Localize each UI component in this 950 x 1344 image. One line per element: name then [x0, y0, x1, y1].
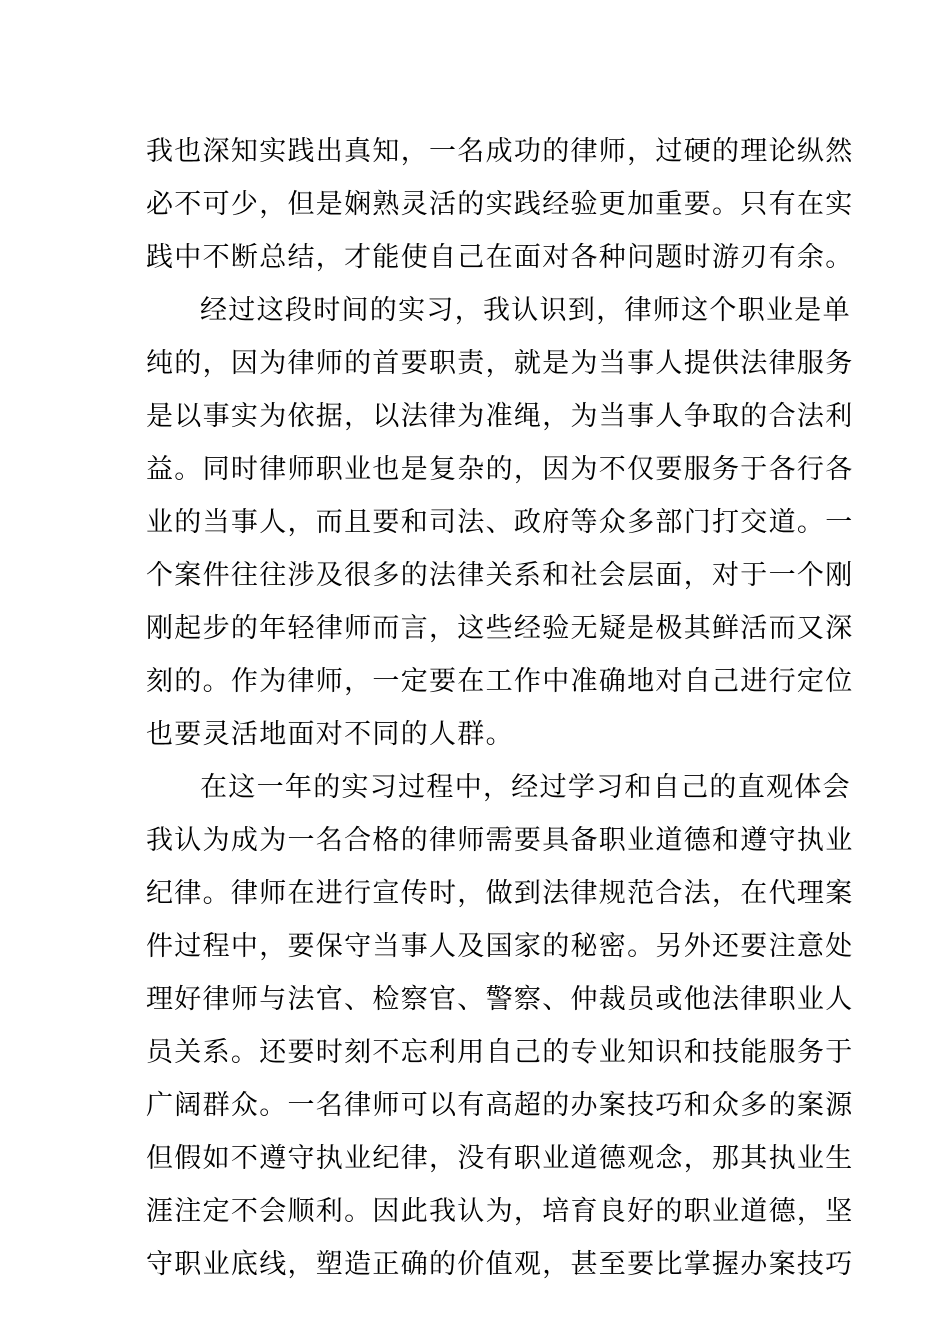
text-line: 涯注定不会顺利。因此我认为，培育良好的职业道德，坚 — [146, 1196, 854, 1227]
text-line: 我也深知实践出真知，一名成功的律师，过硬的理论纵然 — [146, 136, 854, 167]
text-line: 但假如不遵守执业纪律，没有职业道德观念，那其执业生 — [146, 1143, 854, 1174]
text-line: 刻的。作为律师，一定要在工作中准确地对自己进行定位 — [146, 666, 854, 697]
text-line: 益。同时律师职业也是复杂的，因为不仅要服务于各行各 — [146, 454, 854, 485]
text-line: 员关系。还要时刻不忘利用自己的专业知识和技能服务于 — [146, 1037, 854, 1068]
text-line: 件过程中，要保守当事人及国家的秘密。另外还要注意处 — [146, 931, 854, 962]
text-line: 守职业底线，塑造正确的价值观，甚至要比掌握办案技巧 — [146, 1249, 854, 1280]
paragraph-start-line: 经过这段时间的实习，我认识到，律师这个职业是单 — [200, 295, 851, 326]
body-text — [146, 125, 854, 1291]
text-line: 纪律。律师在进行宣传时，做到法律规范合法，在代理案 — [146, 878, 854, 909]
text-line: 也要灵活地面对不同的人群。 — [146, 719, 514, 750]
text-line: 必不可少，但是娴熟灵活的实践经验更加重要。只有在实 — [146, 189, 854, 220]
text-line: 是以事实为依据，以法律为准绳，为当事人争取的合法利 — [146, 401, 854, 432]
text-line: 纯的，因为律师的首要职责，就是为当事人提供法律服务 — [146, 348, 854, 379]
text-line: 业的当事人，而且要和司法、政府等众多部门打交道。一 — [146, 507, 854, 538]
text-line: 刚起步的年轻律师而言，这些经验无疑是极其鲜活而又深 — [146, 613, 854, 644]
paragraph-start-line: 在这一年的实习过程中，经过学习和自己的直观体会 — [200, 772, 851, 803]
text-line: 广阔群众。一名律师可以有高超的办案技巧和众多的案源 — [146, 1090, 854, 1121]
text-line: 理好律师与法官、检察官、警察、仲裁员或他法律职业人 — [146, 984, 854, 1015]
text-line: 我认为成为一名合格的律师需要具备职业道德和遵守执业 — [146, 825, 854, 856]
text-line: 个案件往往涉及很多的法律关系和社会层面，对于一个刚 — [146, 560, 854, 591]
text-line: 践中不断总结，才能使自己在面对各种问题时游刃有余。 — [146, 242, 854, 273]
